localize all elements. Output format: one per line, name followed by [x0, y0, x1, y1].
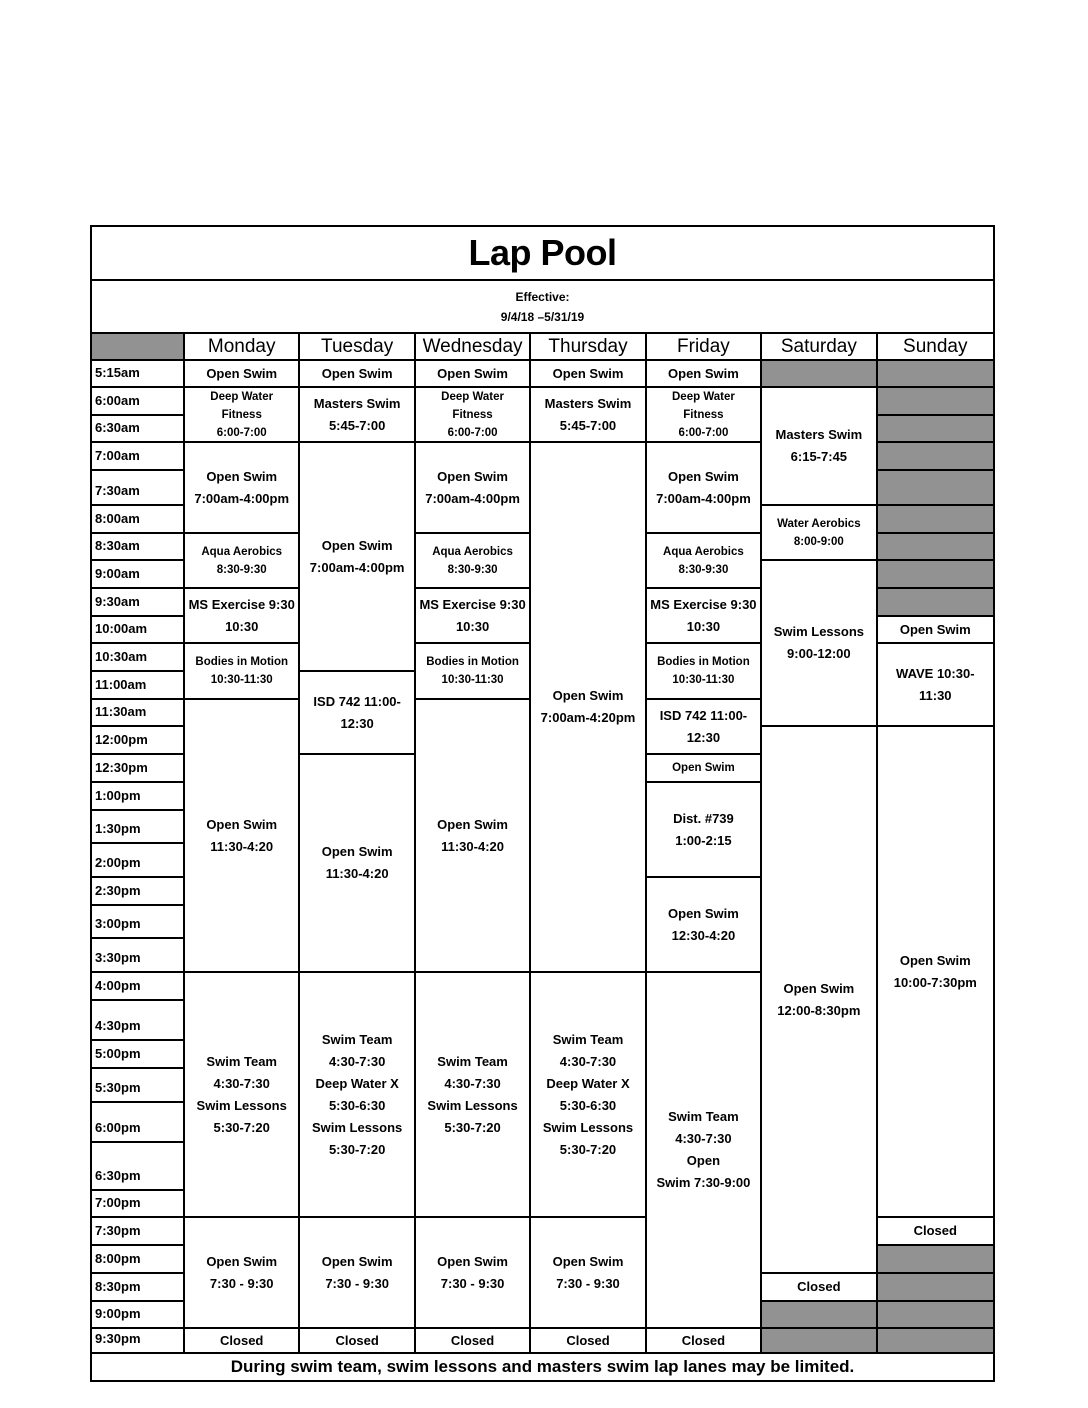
block-line: Open Swim — [668, 365, 739, 381]
schedule-block — [878, 1218, 993, 1246]
time-label: 2:30pm — [92, 878, 185, 906]
block-line: 10:30 — [686, 618, 721, 634]
schedule-block — [531, 1218, 646, 1329]
block-line: 5:30-7:20 — [213, 1119, 270, 1135]
schedule-block — [185, 534, 300, 589]
time-label: 1:30pm — [92, 811, 185, 844]
schedule-block — [416, 361, 531, 388]
time-label: 4:00pm — [92, 973, 185, 1001]
block-line: 5:30-7:20 — [444, 1119, 501, 1135]
block-line: Closed — [913, 1223, 957, 1238]
schedule-block — [300, 1218, 415, 1329]
time-label: 10:00am — [92, 617, 185, 644]
block-line: Open Swim — [668, 905, 739, 921]
schedule-block — [647, 534, 762, 589]
schedule-block — [416, 589, 531, 644]
effective-label: Effective: — [515, 289, 570, 304]
block-line: Open Swim — [552, 365, 624, 381]
day-header-friday: Friday — [647, 334, 762, 361]
block-line: 8:30-9:30 — [447, 563, 498, 576]
block-line: Open Swim — [321, 537, 393, 553]
day-header-wednesday: Wednesday — [416, 334, 531, 361]
block-line: Deep Water X — [315, 1075, 399, 1091]
time-label: 6:30pm — [92, 1143, 185, 1191]
block-line: 10:30 — [225, 618, 259, 634]
block-line: Swim Team — [437, 1053, 508, 1069]
time-label: 2:00pm — [92, 844, 185, 878]
schedule-block — [762, 727, 877, 1274]
schedule-block — [647, 361, 762, 388]
block-line: Swim 7:30-9:00 — [656, 1175, 751, 1190]
block-line: Open Swim — [321, 1253, 393, 1269]
schedule-block — [300, 755, 415, 973]
block-line: Open Swim — [437, 1253, 508, 1269]
schedule-block — [185, 361, 300, 388]
schedule-block — [531, 361, 646, 388]
block-line: 7:30 - 9:30 — [209, 1275, 274, 1291]
time-label: 7:00am — [92, 443, 185, 471]
block-line: 12:30-4:20 — [671, 927, 736, 943]
schedule-block — [647, 755, 762, 783]
block-line: Open Swim — [206, 816, 278, 832]
block-line: 10:00-7:30pm — [893, 974, 977, 990]
day-header-tuesday: Tuesday — [300, 334, 415, 361]
block-line: Open Swim — [668, 468, 739, 484]
block-line: 12:00-8:30pm — [777, 1002, 861, 1018]
block-line: 4:30-7:30 — [213, 1075, 270, 1091]
schedule-block — [185, 443, 300, 534]
schedule-block — [300, 973, 415, 1218]
block-line: Open Swim — [783, 980, 855, 996]
block-line: Dist. #739 — [673, 810, 734, 826]
block-line: 4:30-7:30 — [675, 1131, 732, 1146]
schedule-block — [531, 973, 646, 1218]
schedule-block — [300, 1329, 415, 1354]
block-line: Swim Team — [552, 1031, 624, 1047]
schedule-block — [762, 388, 877, 506]
block-line: Open Swim — [437, 816, 508, 832]
schedule-block — [647, 388, 762, 443]
block-line: 4:30-7:30 — [444, 1075, 501, 1091]
block-line: Swim Team — [206, 1053, 277, 1069]
schedule-block — [300, 388, 415, 443]
schedule-block — [531, 1329, 646, 1354]
time-label: 9:00am — [92, 561, 185, 589]
day-header-thursday: Thursday — [531, 334, 646, 361]
block-line: Closed — [220, 1332, 264, 1348]
block-line: ISD 742 11:00- — [313, 693, 401, 709]
time-label: 3:30pm — [92, 939, 185, 973]
time-label: 7:00pm — [92, 1191, 185, 1218]
schedule-block — [416, 388, 531, 443]
closed-slot — [878, 506, 993, 534]
block-line: Masters Swim — [775, 427, 863, 442]
day-header-saturday: Saturday — [762, 334, 877, 361]
block-line: Open Swim — [552, 1253, 624, 1269]
block-line: 6:15-7:45 — [790, 449, 848, 464]
schedule-block — [762, 1274, 877, 1302]
time-label: 6:00am — [92, 388, 185, 416]
schedule-block — [531, 388, 646, 443]
block-line: Aqua Aerobics — [432, 545, 513, 558]
time-label: 8:30am — [92, 534, 185, 561]
block-line: Fitness — [221, 408, 262, 421]
block-line: Aqua Aerobics — [663, 545, 744, 558]
block-line: Swim Team — [668, 1109, 739, 1124]
block-line: Deep Water — [441, 390, 504, 403]
schedule-block — [416, 534, 531, 589]
block-line: MS Exercise 9:30 — [188, 596, 295, 612]
schedule-block — [878, 617, 993, 644]
block-line: 6:00-7:00 — [447, 426, 498, 439]
block-line: Masters Swim — [544, 395, 632, 411]
schedule-block — [300, 443, 415, 672]
day-header-monday: Monday — [185, 334, 300, 361]
block-line: Bodies in Motion — [426, 656, 519, 668]
block-line: ISD 742 11:00- — [659, 707, 748, 723]
closed-slot — [878, 1302, 993, 1329]
schedule-block — [185, 700, 300, 973]
time-label: 11:30am — [92, 700, 185, 727]
block-line: Swim Lessons — [427, 1097, 518, 1113]
closed-slot — [762, 1302, 877, 1329]
schedule-block — [647, 644, 762, 700]
schedule-block — [300, 361, 415, 388]
schedule-block — [300, 672, 415, 755]
schedule-block — [416, 1329, 531, 1354]
block-line: Closed — [566, 1332, 610, 1348]
closed-slot — [878, 1246, 993, 1274]
time-label: 9:30pm — [92, 1329, 185, 1354]
block-line: 10:30-11:30 — [210, 674, 273, 686]
block-line: Swim Team — [321, 1031, 393, 1047]
block-line: 4:30-7:30 — [328, 1053, 386, 1069]
block-line: Open Swim — [206, 1253, 278, 1269]
block-line: 8:30-9:30 — [678, 563, 729, 576]
block-line: 7:00am-4:00pm — [309, 559, 405, 575]
block-line: 11:30-4:20 — [441, 838, 504, 854]
schedule-block — [647, 1329, 762, 1354]
schedule-grid — [92, 334, 993, 1354]
schedule-block — [185, 1329, 300, 1354]
block-line: 6:00-7:00 — [678, 426, 729, 439]
time-label: 6:00pm — [92, 1103, 185, 1143]
block-line: 7:30 - 9:30 — [440, 1275, 505, 1291]
block-line: Closed — [681, 1332, 726, 1348]
time-label: 9:30am — [92, 589, 185, 617]
block-line: Closed — [797, 1279, 841, 1294]
schedule-block — [185, 589, 300, 644]
block-line: Bodies in Motion — [195, 656, 289, 668]
time-label: 7:30am — [92, 471, 185, 506]
block-line: Deep Water X — [546, 1075, 630, 1091]
block-line: 5:45-7:00 — [328, 417, 386, 433]
block-line: 5:30-7:20 — [559, 1141, 617, 1157]
schedule-block — [416, 644, 531, 700]
block-line: 5:45-7:00 — [559, 417, 617, 433]
page-title: Lap Pool — [92, 227, 993, 281]
block-line: 10:30 — [455, 618, 490, 634]
time-label: 5:00pm — [92, 1041, 185, 1069]
closed-slot — [878, 416, 993, 443]
schedule-block — [416, 700, 531, 973]
block-line: 8:30-9:30 — [216, 563, 267, 576]
closed-slot — [878, 1274, 993, 1302]
block-line: Aqua Aerobics — [201, 545, 283, 558]
block-line: 12:30 — [686, 729, 721, 745]
block-line: Closed — [335, 1332, 379, 1348]
closed-slot — [878, 561, 993, 589]
time-label: 9:00pm — [92, 1302, 185, 1329]
block-line: WAVE 10:30- — [896, 665, 975, 681]
closed-slot — [878, 471, 993, 506]
closed-slot — [878, 534, 993, 561]
block-line: 10:30-11:30 — [441, 674, 504, 686]
schedule-block — [878, 644, 993, 727]
block-line: 7:00am-4:00pm — [425, 490, 520, 506]
block-line: Open Swim — [321, 844, 393, 859]
closed-slot — [878, 1329, 993, 1354]
block-line: Open Swim — [321, 365, 393, 381]
block-line: Swim Lessons — [773, 624, 864, 639]
block-line: Open Swim — [552, 688, 624, 703]
closed-slot — [878, 388, 993, 416]
header-corner — [92, 334, 185, 361]
time-label: 10:30am — [92, 644, 185, 672]
block-line: Masters Swim — [313, 395, 401, 411]
block-line: Open Swim — [437, 365, 508, 381]
time-label: 4:30pm — [92, 1001, 185, 1041]
block-line: Deep Water — [672, 390, 735, 403]
time-label: 5:15am — [92, 361, 185, 388]
time-label: 8:00pm — [92, 1246, 185, 1274]
closed-slot — [878, 443, 993, 471]
block-line: 11:30 — [919, 687, 952, 703]
block-line: 7:00am-4:00pm — [656, 490, 751, 506]
block-line: 10:30-11:30 — [672, 674, 735, 686]
block-line: Open Swim — [206, 365, 278, 381]
schedule-block — [185, 644, 300, 700]
block-line: Water Aerobics — [777, 517, 861, 530]
schedule-block — [647, 783, 762, 878]
block-line: 7:00am-4:20pm — [540, 710, 636, 725]
time-label: 6:30am — [92, 416, 185, 443]
schedule-block — [647, 443, 762, 534]
schedule-block — [647, 878, 762, 973]
block-line: 5:30-7:20 — [328, 1141, 386, 1157]
block-line: 6:00-7:00 — [216, 426, 267, 439]
schedule-block — [185, 973, 300, 1218]
day-header-sunday: Sunday — [878, 334, 993, 361]
block-line: Open Swim — [437, 468, 508, 484]
effective-dates — [92, 281, 993, 334]
block-line: Fitness — [683, 408, 724, 421]
time-label: 8:30pm — [92, 1274, 185, 1302]
block-line: Fitness — [452, 408, 493, 421]
time-label: 12:00pm — [92, 727, 185, 755]
time-label: 11:00am — [92, 672, 185, 700]
schedule-block — [185, 1218, 300, 1329]
schedule-block — [878, 727, 993, 1218]
footer-note: During swim team, swim lessons and masters swim lap lanes may be limited. — [230, 1357, 855, 1376]
closed-slot — [762, 1329, 877, 1354]
block-line: 9:00-12:00 — [787, 646, 851, 661]
block-line: Open Swim — [899, 952, 971, 968]
time-label: 1:00pm — [92, 783, 185, 811]
block-line: 1:00-2:15 — [675, 832, 732, 848]
closed-slot — [878, 589, 993, 617]
schedule-block — [416, 443, 531, 534]
schedule-block — [762, 561, 877, 727]
block-line: MS Exercise 9:30 — [419, 596, 526, 612]
time-label: 7:30pm — [92, 1218, 185, 1246]
schedule-block — [416, 1218, 531, 1329]
block-line: Swim Lessons — [196, 1097, 287, 1113]
time-label: 5:30pm — [92, 1069, 185, 1103]
block-line: 4:30-7:30 — [559, 1053, 617, 1069]
block-line: 11:30-4:20 — [325, 866, 389, 881]
closed-slot — [878, 361, 993, 388]
block-line: 7:30 - 9:30 — [325, 1275, 389, 1291]
time-label: 8:00am — [92, 506, 185, 534]
schedule-block — [416, 973, 531, 1218]
effective-range: 9/4/18 –5/31/19 — [500, 309, 585, 324]
block-line: 5:30-6:30 — [328, 1097, 386, 1113]
block-line: Open Swim — [899, 621, 971, 637]
block-line: Open Swim — [206, 468, 278, 484]
block-line: 12:30 — [340, 715, 374, 731]
schedule-block — [531, 443, 646, 973]
block-line: Swim Lessons — [311, 1119, 403, 1135]
time-label: 12:30pm — [92, 755, 185, 783]
block-line: Closed — [450, 1332, 495, 1348]
block-line: 11:30-4:20 — [210, 838, 274, 854]
block-line: Deep Water — [210, 390, 274, 403]
block-line: 5:30-6:30 — [559, 1097, 617, 1113]
closed-slot — [762, 361, 877, 388]
schedule-block — [185, 388, 300, 443]
block-line: Bodies in Motion — [657, 656, 750, 668]
block-line: Swim Lessons — [542, 1119, 634, 1135]
schedule-block — [647, 589, 762, 644]
block-line: 7:00am-4:00pm — [194, 490, 290, 506]
schedule-block — [762, 506, 877, 561]
schedule-block — [647, 700, 762, 755]
block-line: Open — [686, 1153, 721, 1168]
block-line: 8:00-9:00 — [793, 535, 844, 548]
block-line: MS Exercise 9:30 — [650, 596, 757, 612]
block-line: Open Swim — [672, 762, 735, 774]
block-line: 7:30 - 9:30 — [556, 1275, 620, 1291]
schedule-block — [647, 973, 762, 1329]
lap-pool-schedule — [90, 225, 995, 1382]
time-label: 3:00pm — [92, 906, 185, 939]
